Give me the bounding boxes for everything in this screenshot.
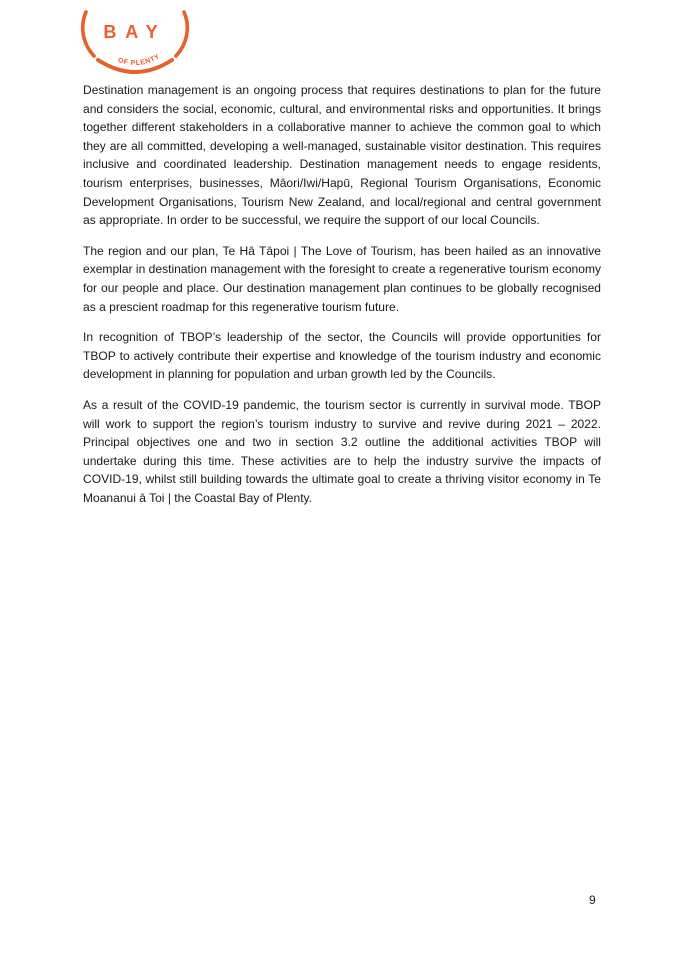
bay-of-plenty-logo — [80, 8, 190, 74]
logo-graphic — [80, 8, 190, 74]
paragraph-tbop-leadership: In recognition of TBOP’s leadership of the sector, the Councils will provide opportunities for TBOP to actively contribute their expertise and knowledge of the tourism industry and economic development in planning for population and urban growth led by the Councils. — [83, 330, 601, 382]
document-body — [83, 81, 601, 519]
svg-text:OF PLENTY — [117, 53, 162, 67]
paragraph-covid-response: As a result of the COVID-19 pandemic, the tourism sector is currently in survival mode. TBOP will work to support the region’s tourism industry to survive and revive during 2021 – 2022. Principal objectives one and two in section 3.2 outline the additional activities TBOP will undertake during this time. These activities are to help the industry survive the impacts of COVID-19, whilst still building towards the ultimate goal to create a thriving visitor economy in Te Moananui ā Toi | the Coastal Bay of Plenty. — [83, 397, 601, 505]
logo-wordmark-of-plenty: OF PLENTY — [116, 52, 162, 68]
paragraph-destination-management: Destination management is an ongoing process that requires destinations to plan for the future and considers the social, economic, cultural, and environmental risks and opportunities. It brings together different stakeholders in a collaborative manner to achieve the common goal to which they are all committed, developing a well-managed, sustainable visitor destination. This requires inclusive and coordinated leadership. Destination management needs to engage residents, tourism enterprises, businesses, Māori/Iwi/Hapū, Regional Tourism Organisations, Economic Development Organisations, Tourism New Zealand, and local/regional and central government as appropriate. In order to be successful, we require the support of our local Councils. — [83, 83, 601, 228]
page-number: 9 — [589, 893, 596, 907]
paragraph-regional-plan: The region and our plan, Te Hā Tāpoi | The Love of Tourism, has been hailed as an innovative exemplar in destination management with the foresight to create a regenerative tourism economy for our people and place. Our destination management plan continues to be globally recognised as a prescient roadmap for this regenerative tourism future. — [83, 243, 601, 314]
logo-wordmark-bay: BAY — [103, 22, 167, 42]
